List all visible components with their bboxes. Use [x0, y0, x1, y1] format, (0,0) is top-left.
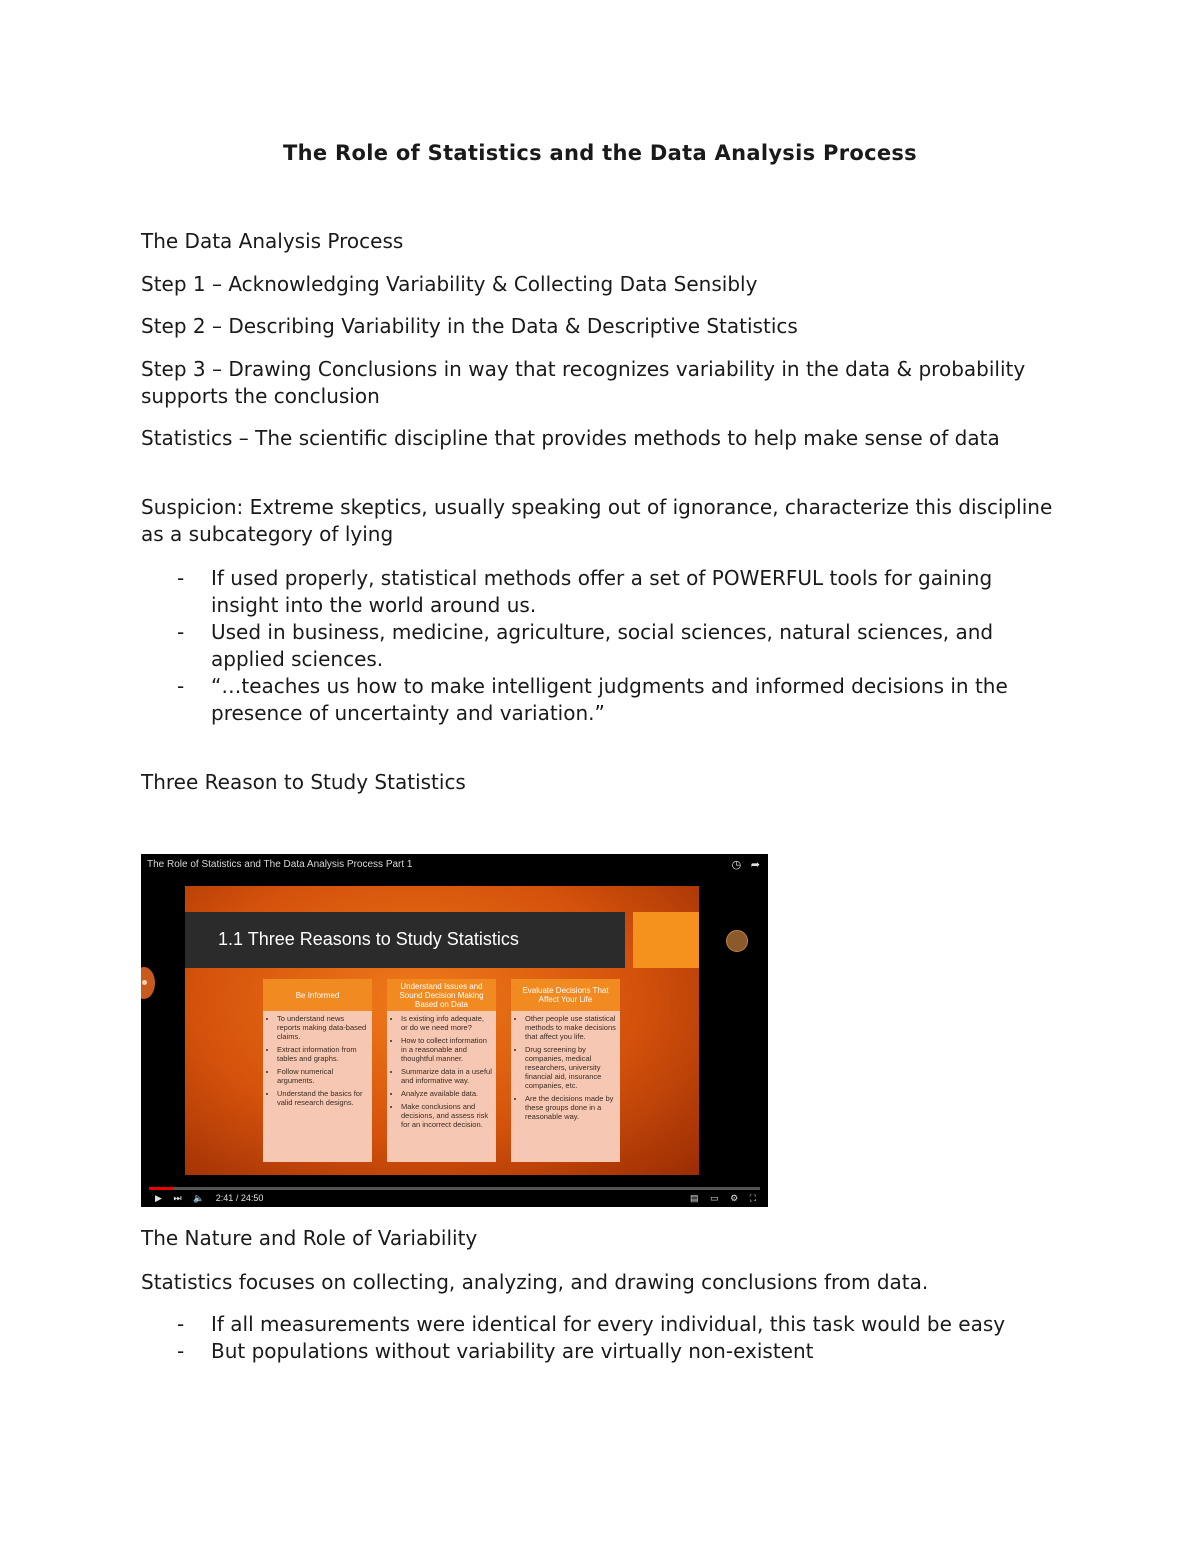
video-slide — [185, 886, 699, 1175]
slide-column-be-informed — [263, 979, 372, 1162]
bullet-dash: - — [177, 1339, 185, 1363]
list-item — [141, 1338, 1061, 1365]
video-title[interactable]: The Role of Statistics and The Data Analysis Process Part 1 — [147, 859, 413, 870]
list-item — [141, 565, 1061, 619]
slide-title-bar — [185, 912, 625, 968]
list-item-text: If all measurements were identical for every individual, this task would be easy — [211, 1312, 1006, 1336]
column-header: Evaluate Decisions That Affect Your Life — [511, 979, 620, 1011]
slide-column-evaluate-decisions — [511, 979, 620, 1162]
bullet-dash: - — [177, 566, 185, 590]
variability-bullet-list — [141, 1311, 1061, 1365]
fullscreen-icon[interactable]: ⛶ — [749, 1193, 756, 1203]
step-3: Step 3 – Drawing Conclusions in way that recognizes variability in the data & probability supports the conclusion — [141, 357, 1026, 408]
list-item: • Follow numerical arguments. — [277, 1067, 368, 1085]
list-item: • Extract information from tables and graphs. — [277, 1045, 368, 1063]
list-item: • To understand news reports making data-based claims. — [277, 1014, 368, 1041]
step-2: Step 2 – Describing Variability in the Data & Descriptive Statistics — [141, 314, 798, 338]
volume-icon[interactable]: 🔈 — [193, 1193, 205, 1203]
video-player[interactable] — [141, 854, 768, 1207]
video-top-icons — [726, 858, 760, 871]
list-item-text: If used properly, statistical methods offer a set of POWERFUL tools for gaining insight into the world around us. — [211, 566, 993, 617]
cast-icon[interactable]: ▭ — [710, 1193, 719, 1203]
list-item: • Understand the basics for valid research designs. — [277, 1089, 368, 1107]
progress-fill — [149, 1187, 173, 1190]
settings-icon[interactable]: ⚙ — [730, 1193, 739, 1203]
nav-handle-left — [141, 967, 155, 999]
statistics-bullet-list — [141, 565, 1061, 727]
variability-intro: Statistics focuses on collecting, analyzing, and drawing conclusions from data. — [141, 1270, 929, 1294]
list-item — [141, 673, 1061, 727]
list-item: • Analyze available data. — [401, 1089, 492, 1098]
page-title: The Role of Statistics and the Data Analysis Process — [283, 141, 917, 165]
statistics-definition: Statistics – The scientific discipline that provides methods to help make sense of data — [141, 426, 1000, 450]
time-display: 2:41 / 24:50 — [215, 1193, 264, 1203]
bullet-dash: - — [177, 1312, 185, 1336]
slide-accent-block — [633, 912, 699, 968]
subtitles-icon[interactable]: ▤ — [690, 1193, 699, 1203]
step-1: Step 1 – Acknowledging Variability & Collecting Data Sensibly — [141, 272, 758, 296]
list-item: • Other people use statistical methods to make decisions that affect you life. — [525, 1014, 616, 1041]
list-item — [141, 1311, 1061, 1338]
list-item: • Make conclusions and decisions, and assess risk for an incorrect decision. — [401, 1102, 492, 1129]
play-icon[interactable]: ▶ — [155, 1193, 162, 1203]
column-header: Understand Issues and Sound Decision Making Based on Data — [387, 979, 496, 1011]
list-item: • Are the decisions made by these groups done in a reasonable way. — [525, 1094, 616, 1121]
section-heading-three-reasons: Three Reason to Study Statistics — [141, 770, 466, 794]
list-item: • How to collect information in a reasonable and thoughtful manner. — [401, 1036, 492, 1063]
list-item: • Is existing info adequate, or do we need more? — [401, 1014, 492, 1032]
slide-title: 1.1 Three Reasons to Study Statistics — [218, 929, 519, 949]
share-icon[interactable]: ➦ — [750, 858, 760, 871]
list-item-text: But populations without variability are virtually non-existent — [211, 1339, 814, 1363]
clock-icon[interactable]: ◷ — [731, 858, 742, 871]
list-item-text: Used in business, medicine, agriculture, social sciences, natural sciences, and applied sciences. — [211, 620, 994, 671]
list-item-text: “…teaches us how to make intelligent judgments and informed decisions in the presence of uncertainty and variation.” — [211, 674, 1008, 725]
list-item: • Drug screening by companies, medical researchers, university financial aid, insurance companies, etc. — [525, 1045, 616, 1090]
progress-bar[interactable] — [149, 1187, 760, 1190]
slide-column-understand-issues — [387, 979, 496, 1162]
section-heading-variability: The Nature and Role of Variability — [141, 1226, 478, 1250]
next-icon[interactable]: ⏭ — [173, 1193, 182, 1203]
list-item — [141, 619, 1061, 673]
list-item: • Summarize data in a useful and informative way. — [401, 1067, 492, 1085]
pencil-icon — [726, 930, 748, 952]
column-header: Be Informed — [263, 979, 372, 1011]
bullet-dash: - — [177, 674, 185, 698]
video-controls — [141, 1192, 768, 1207]
section-heading-data-analysis: The Data Analysis Process — [141, 229, 404, 253]
suspicion-paragraph: Suspicion: Extreme skeptics, usually speaking out of ignorance, characterize this discipline as a subcategory of lying — [141, 495, 1053, 546]
bullet-dash: - — [177, 620, 185, 644]
